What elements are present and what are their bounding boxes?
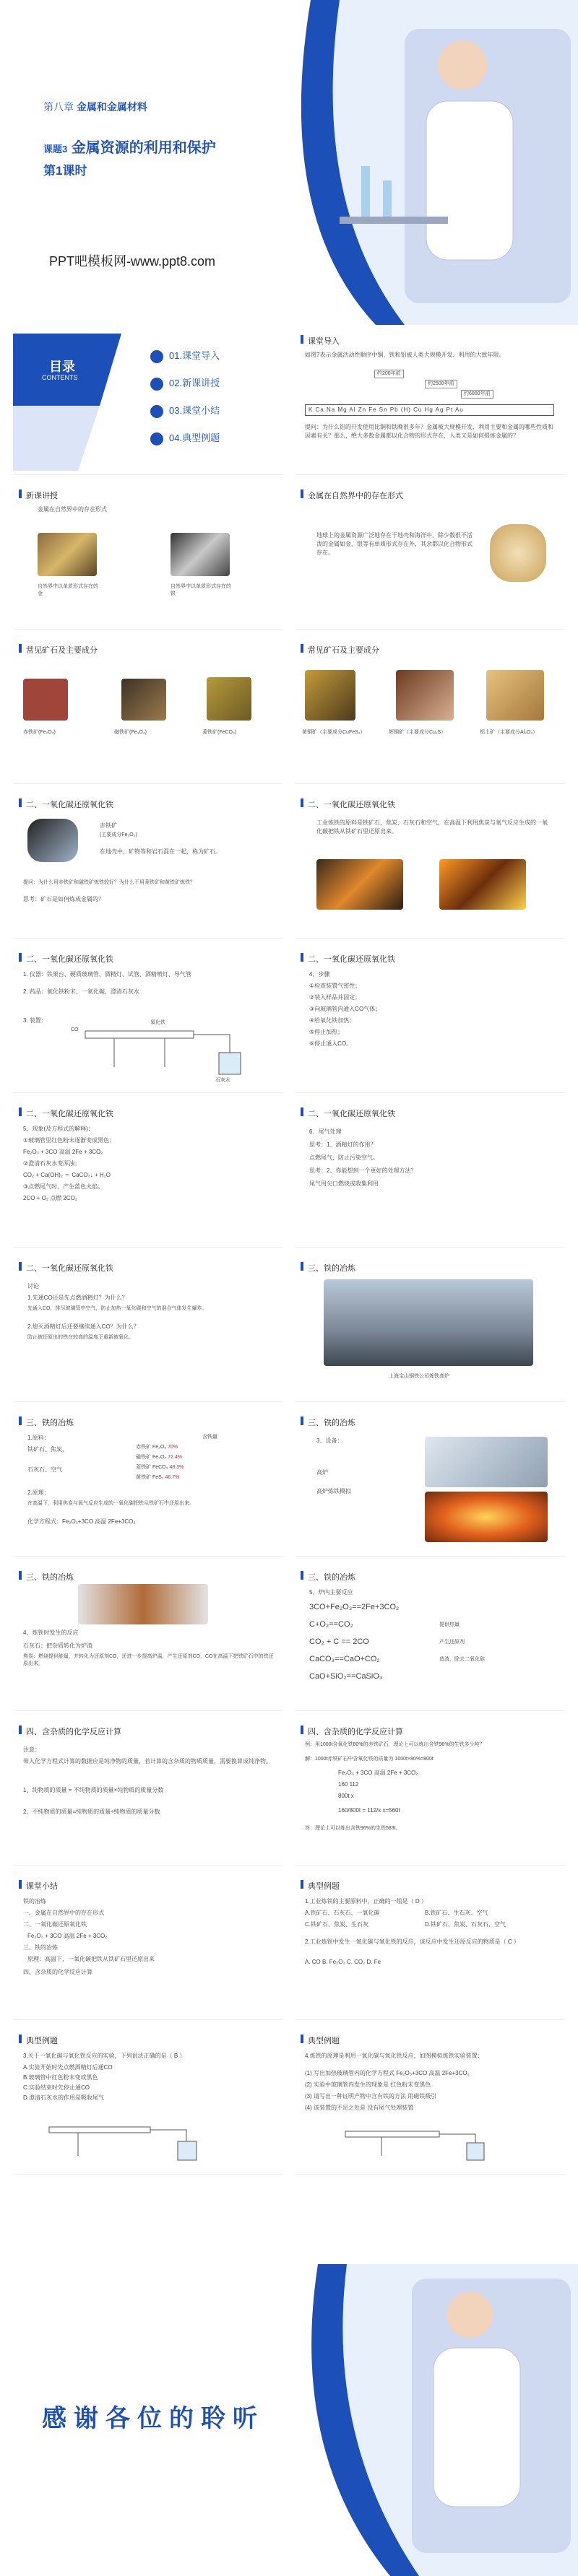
equation: 160/800t = 112/x x=560t bbox=[338, 1807, 400, 1814]
text-line: 先通入CO，排尽玻璃管中空气，防止加热一氧化碳和空气的混合气体发生爆炸。 bbox=[27, 1306, 207, 1311]
example-slide-2 bbox=[13, 2026, 283, 2175]
blast-furnace-image bbox=[324, 1279, 533, 1366]
text-line: 一、金属在自然界中的存在形式 bbox=[23, 1910, 104, 1916]
existence-slide bbox=[295, 481, 565, 630]
table-cell: FeCO₃ bbox=[152, 1465, 168, 1470]
text-line: 800t x bbox=[338, 1793, 354, 1799]
step-line: ②装入样品并固定； bbox=[309, 994, 361, 1001]
text-line: 5、炉内主要反应 bbox=[309, 1589, 353, 1596]
magnetite-image bbox=[121, 679, 166, 721]
table-cell: 黄铁矿 bbox=[136, 1475, 151, 1480]
exp-line: 2. 药品：氧化铁粉末、一氧化碳、澄清石灰水 bbox=[23, 988, 139, 995]
bauxite-image bbox=[486, 670, 544, 721]
calc-slide-1 bbox=[13, 1717, 283, 1866]
exp-line: 1. 仪器：铁架台、硬质玻璃管、酒精灯、试管、酒精喷灯、导气管 bbox=[23, 971, 191, 978]
text-line: 3、设备： bbox=[316, 1437, 343, 1444]
slide-title: 三、铁的冶炼 bbox=[308, 1264, 355, 1273]
equation: Fe₂O₃ + 3CO 高温 2Fe + 3CO₂ bbox=[338, 1770, 418, 1776]
bullet-icon bbox=[150, 405, 163, 418]
ore-sub: (主要成分Fe₂O₃) bbox=[100, 832, 137, 837]
text-line: 二、一氧化碳还原氧化铁 bbox=[23, 1921, 87, 1928]
table-cell: 赤铁矿 bbox=[136, 1445, 151, 1450]
caption: 自然界中以单质形式存在的金 bbox=[38, 584, 98, 596]
step-line: ①检查装置气密性； bbox=[309, 983, 361, 989]
slide-title: 典型例题 bbox=[308, 1882, 340, 1891]
lesson-title: 金属资源的利用和保护 bbox=[71, 140, 216, 156]
table-cell: Fe₂O₃ bbox=[152, 1445, 167, 1450]
diagram-label: CO bbox=[71, 1027, 79, 1032]
text-line: 三、铁的冶炼 bbox=[23, 1944, 58, 1951]
phenomenon-line: ③点燃尾气时，产生蓝色火焰。 bbox=[23, 1183, 104, 1190]
title-bar bbox=[301, 335, 303, 344]
furnace-image bbox=[316, 859, 403, 910]
slide-title: 二、一氧化碳还原氧化铁 bbox=[308, 1110, 395, 1118]
question: 2.工业炼铁中发生一氧化碳与氧化铁的反应，该反应中发生还原反应的物质是（ C ） bbox=[305, 1938, 519, 1945]
question: (2) 实验中玻璃管内发生的现象是 红色粉末变黑色 bbox=[305, 2081, 431, 2088]
iron-slide-3 bbox=[295, 1408, 565, 1557]
text-line: 思考：1、酒精灯的作用？ bbox=[309, 1141, 376, 1148]
co-think: 思考：矿石是如何炼成金属的？ bbox=[23, 896, 104, 902]
bullet-icon bbox=[150, 350, 163, 363]
thanks-text: 感谢各位的聆听 bbox=[42, 2405, 264, 2432]
year-label: 约2500年前 bbox=[425, 380, 457, 388]
text-line: 1.原料： bbox=[27, 1435, 50, 1441]
text-line: 石灰石、空气 bbox=[27, 1466, 62, 1473]
lesson-line bbox=[43, 136, 216, 157]
co-slide-2 bbox=[295, 790, 565, 939]
co2-text: 工业炼铁的原料是铁矿石、焦炭、石灰石和空气，在高温下利用焦炭与氧气反应生成的一氧化碳把铁从铁矿石里还原出来。 bbox=[316, 819, 548, 835]
table-cell: 菱铁矿 bbox=[136, 1465, 151, 1470]
option: A.铁矿石、石灰石、一氧化碳 bbox=[305, 1910, 380, 1916]
equation: Fe₂O₃ + 3CO 高温 2Fe + 3CO₂ bbox=[23, 1149, 103, 1155]
question: (4) 该装置的不足之处是 没有尾气处理装置 bbox=[305, 2105, 414, 2111]
text-line: 带入化学方程式计算的数据应是纯净物的质量，若计算的含杂质的物质质量，需要换算成纯净物。 bbox=[23, 1758, 272, 1765]
slide-title: 二、一氧化碳还原氧化铁 bbox=[26, 801, 113, 809]
equation: C+O₂==CO₂ bbox=[309, 1620, 353, 1629]
experiment-slide-2 bbox=[295, 944, 565, 1093]
text-line: 注意： bbox=[23, 1746, 40, 1753]
text-line: 2、不纯物质的质量=纯物质的质量÷纯物质的质量分数 bbox=[23, 1809, 160, 1815]
toc-slide bbox=[13, 326, 283, 475]
text-line: 解：1000t赤铁矿石中含氧化铁的质量为 1000t×80%=800t bbox=[305, 1757, 434, 1762]
lab-apparatus-image bbox=[425, 1437, 548, 1487]
step-line: ⑤停止加热； bbox=[309, 1029, 344, 1035]
text-line: 在高温下，利用焦炭与氧气反应生成的一氧化碳把铁从铁矿石中还原出来。 bbox=[27, 1501, 194, 1506]
text-line: 1.先通CO还是先点燃酒精灯？为什么？ bbox=[27, 1294, 128, 1301]
equation: CaO+SiO₂==CaSiO₃ bbox=[309, 1672, 383, 1681]
link-simulation[interactable]: 高炉炼铁模拟 bbox=[316, 1488, 351, 1494]
molten-iron-image bbox=[439, 859, 526, 910]
equation: 化学方程式：Fe₂O₃+3CO 高温 2Fe+3CO₂ bbox=[27, 1518, 136, 1525]
text-line: 防止被还原出的铁在较高的温度下重新被氧化。 bbox=[27, 1335, 134, 1340]
table-header: 含铁量 bbox=[202, 1435, 217, 1440]
ore-label: 铝土矿（主要成分Al₂O₃） bbox=[480, 730, 538, 735]
ore-label: 辉铜矿（主要成分Cu₂S） bbox=[389, 730, 447, 735]
year-label: 约200年前 bbox=[374, 370, 404, 378]
example-slide-3 bbox=[295, 2026, 565, 2175]
ore-label: 菱铁矿(FeCO₃) bbox=[202, 730, 237, 735]
ore-label: 磁铁矿(Fe₃O₄) bbox=[114, 730, 147, 735]
toc-subtitle: CONTENTS bbox=[42, 374, 78, 381]
slide-title: 三、铁的冶炼 bbox=[26, 1419, 74, 1427]
equation: CO₂ + Ca(OH)₂ ＝ CaCO₃↓ + H₂O bbox=[23, 1172, 111, 1178]
note: 造渣，除去二氧化硅 bbox=[439, 1657, 485, 1662]
option: B.铁矿石、生石灰、空气 bbox=[425, 1910, 488, 1916]
question: 3.关于一氧化碳与氧化铁反应的实验，下列说法正确的是（ B ） bbox=[23, 2053, 186, 2059]
co-question: 提问：为什么用赤铁矿和磁铁矿炼铁较好？为什么不用菱铁矿和黄铁矿炼铁？ bbox=[23, 880, 195, 885]
equation: 3CO+Fe₂O₃==2Fe+3CO₂ bbox=[309, 1603, 400, 1611]
slide-title: 二、一氧化碳还原氧化铁 bbox=[308, 801, 395, 809]
text-line: 例：用1000t含氧化铁80%的赤铁矿石，理论上可以炼出含铁96%的生铁多少吨？ bbox=[305, 1742, 485, 1747]
step-line: ④给氧化铁加热； bbox=[309, 1017, 355, 1024]
chapter-line bbox=[43, 100, 147, 114]
slide-title: 三、铁的冶炼 bbox=[308, 1573, 355, 1582]
table-cell: 72.4% bbox=[168, 1455, 183, 1460]
step-line: ⑥停止通入CO。 bbox=[309, 1040, 353, 1047]
silver-nugget-image bbox=[171, 533, 230, 576]
text-line: 铁矿石、焦炭、 bbox=[27, 1446, 68, 1453]
question: (1) 写出加热玻璃管内的化学方程式 Fe₂O₃+3CO 高温 2Fe+3CO₂ bbox=[305, 2070, 470, 2076]
text-line: 4、炼铁时发生的反应 bbox=[23, 1629, 79, 1636]
text-line: 2.原理： bbox=[27, 1489, 50, 1496]
chapter-title: 金属和金属材料 bbox=[76, 101, 147, 113]
slide-title: 二、一氧化碳还原氧化铁 bbox=[26, 1110, 113, 1118]
slide-title: 四、含杂质的化学反应计算 bbox=[308, 1728, 403, 1736]
experiment-slide-5 bbox=[13, 1253, 283, 1402]
new-lesson-slide bbox=[13, 481, 283, 630]
note: 产生还原剂 bbox=[439, 1640, 465, 1645]
option: C.铁矿石、焦炭、生石灰 bbox=[305, 1921, 368, 1928]
lesson-label: 课题3 bbox=[43, 144, 68, 155]
slide-title: 课堂小结 bbox=[26, 1882, 58, 1891]
text-line: 答：理论上可以炼出含铁96%的生铁583t。 bbox=[305, 1826, 401, 1831]
text-line: 1、纯物质的质量 = 不纯物质的质量×纯物质的质量分数 bbox=[23, 1787, 164, 1793]
example-slide-1 bbox=[295, 1871, 565, 2020]
table-cell: 46.7% bbox=[165, 1475, 180, 1480]
slide-title: 三、铁的冶炼 bbox=[308, 1419, 355, 1427]
toc-item-4[interactable]: 04.典型例题 bbox=[150, 430, 220, 445]
equation: 2CO + O₂ 点燃 2CO₂ bbox=[23, 1195, 77, 1201]
text-line: 高炉 bbox=[316, 1469, 328, 1476]
cover-slide bbox=[0, 0, 578, 325]
ore-label: 赤铁矿(Fe₂O₃) bbox=[23, 730, 56, 735]
year-label: 约6000年前 bbox=[461, 390, 493, 399]
slide-title: 典型例题 bbox=[308, 2037, 340, 2045]
intro-text: 如图7表示金属活动性顺序中铜、铁和铝被人类大规模开发、利用的大致年限。 bbox=[305, 352, 505, 358]
table-cell: FeS₂ bbox=[152, 1475, 164, 1480]
caption: 上海宝山钢铁公司炼铁高炉 bbox=[389, 1374, 449, 1379]
calc-slide-2 bbox=[295, 1717, 565, 1866]
iron-slide-5 bbox=[295, 1562, 565, 1711]
option: A. CO B. Fe₂O₃ C. CO₂ D. Fe bbox=[305, 1959, 381, 1965]
slide-title: 课堂导入 bbox=[308, 337, 340, 346]
slide-title: 四、含杂质的化学反应计算 bbox=[26, 1728, 121, 1736]
experiment-slide-1 bbox=[13, 944, 283, 1093]
slide-title: 新课讲授 bbox=[26, 492, 58, 500]
bullet-icon bbox=[150, 378, 163, 391]
option: C.实验结束时先停止通CO bbox=[23, 2084, 90, 2091]
period: 第1课时 bbox=[43, 164, 87, 178]
question: 4.炼铁的原理是利用一氧化碳与氧化铁反应，如图模拟炼铁实验装置： bbox=[305, 2053, 483, 2059]
text-line: 2.熄灭酒精灯后还要继续通入CO？为什么？ bbox=[27, 1323, 139, 1330]
table-cell: 48.3% bbox=[169, 1465, 184, 1470]
toc-item-3[interactable]: 03.课堂小结 bbox=[150, 403, 220, 418]
ore-label: 黄铜矿（主要成分CuFeS₂） bbox=[302, 730, 366, 735]
slide-title: 二、一氧化碳还原氧化铁 bbox=[26, 955, 113, 964]
slide-title: 三、铁的冶炼 bbox=[26, 1573, 74, 1582]
text-line: 铁的冶炼 bbox=[23, 1898, 46, 1905]
furnace-section-image bbox=[78, 1584, 208, 1624]
toc-item-1[interactable]: 01.课堂导入 bbox=[150, 348, 220, 363]
equation: CaCO₃==CaO+CO₂ bbox=[309, 1655, 380, 1663]
hematite-image bbox=[23, 679, 68, 721]
chalcopyrite-image bbox=[305, 670, 355, 721]
intro-slide bbox=[295, 326, 565, 475]
site-watermark: PPT吧模板网-www.ppt8.com bbox=[49, 254, 216, 269]
slide-title: 二、一氧化碳还原氧化铁 bbox=[26, 1264, 113, 1273]
phenomenon-line: ②澄清石灰水变浑浊； bbox=[23, 1160, 81, 1167]
phenomenon-line: 5、现象(及方程式的解释)： bbox=[23, 1126, 94, 1132]
slide-title: 二、一氧化碳还原氧化铁 bbox=[308, 955, 395, 964]
question: 1.工业炼铁的主要原料中，正确的一组是（ D ） bbox=[305, 1898, 427, 1905]
table-cell: Fe₃O₄ bbox=[152, 1455, 167, 1460]
toc-item-2[interactable]: 02.新课讲授 bbox=[150, 375, 220, 391]
step-line: 4、步骤 bbox=[309, 971, 330, 978]
step-line: ③向玻璃管内通入CO气体； bbox=[309, 1006, 381, 1012]
slide-subtitle: 金属在自然界中的存在形式 bbox=[38, 506, 107, 513]
note: 提供热量 bbox=[439, 1622, 460, 1627]
option: D.澄清石灰水的作用是吸收尾气 bbox=[23, 2094, 104, 2101]
phenomenon-line: ①玻璃管里红色粉末逐渐变成黑色； bbox=[23, 1137, 116, 1144]
diagram-label: 氧化铁 bbox=[150, 1020, 165, 1025]
iron-slide-2 bbox=[13, 1408, 283, 1557]
iron-slide-4 bbox=[13, 1562, 283, 1711]
intro-question: 提问：为什么铝的开发使用比铜和铁晚很多年？金属被大规模开发、利用主要和金属的哪些性质和因素有关？那么，绝大多数金属都以化合物的形式存在，人类又是如何提炼金属的？ bbox=[305, 424, 553, 439]
activity-series: K Ca Na Mg Al Zn Fe Sn Pb (H) Cu Hg Ag Pt Au bbox=[305, 404, 554, 416]
chalcocite-image bbox=[396, 670, 454, 721]
slide-title: 典型例题 bbox=[26, 2037, 58, 2045]
experiment-slide-3 bbox=[13, 1099, 283, 1248]
text-line: 焦炭：燃烧提供能量，并转化为还原剂CO，还进一步提高炉温，产生还原剂CO，CO在高温下把铁矿石中的铁还原出来。 bbox=[23, 1654, 274, 1666]
slide-title: 金属在自然界中的存在形式 bbox=[308, 492, 403, 500]
bullet-icon bbox=[150, 432, 163, 445]
furnace-diagram-image bbox=[425, 1492, 548, 1542]
iron-slide-1 bbox=[295, 1253, 565, 1402]
co-text: 在地壳中，矿物等和岩石混在一起，称为矿石。 bbox=[100, 848, 221, 855]
option: D.铁矿石、焦炭、石灰石、空气 bbox=[425, 1921, 506, 1928]
slide-title: 常见矿石及主要成分 bbox=[26, 646, 98, 655]
text-line: 尾气用尖口燃烧或收集利用 bbox=[309, 1180, 379, 1187]
experiment-slide-4 bbox=[295, 1099, 565, 1248]
hematite-crystal-image bbox=[27, 819, 78, 862]
text-line: 6、尾气处理 bbox=[309, 1128, 342, 1135]
option: B.玻璃管中红色粉末变成黑色 bbox=[23, 2074, 98, 2081]
ending-slide bbox=[0, 2264, 578, 2576]
ore-name: 赤铁矿 bbox=[100, 822, 117, 829]
text-line: 石灰石：把杂质转化为炉渣 bbox=[23, 1642, 92, 1649]
text-line: 讨论 bbox=[27, 1283, 39, 1289]
co-slide-1 bbox=[13, 790, 283, 939]
option: A.实验开始时先点燃酒精灯后通CO bbox=[23, 2064, 113, 2071]
apparatus-diagram bbox=[42, 2112, 259, 2163]
table-cell: 磁铁矿 bbox=[136, 1455, 151, 1460]
toc-title: 目录 bbox=[49, 360, 75, 374]
text-line: 原理：高温下，一氧化碳把铁从铁矿石里还原出来 bbox=[27, 1956, 155, 1962]
siderite-image bbox=[207, 677, 251, 721]
text-line: 四、含杂质的化学反应计算 bbox=[23, 1969, 92, 1975]
ore-slide-1 bbox=[13, 635, 283, 784]
ore-slide-2 bbox=[295, 635, 565, 784]
text-line: 160 112 bbox=[338, 1781, 359, 1788]
existence-text: 地球上的金属资源广泛地存在于地壳和海洋中，除少数很不活泼的金属如金、银等有单质形式存在外，其余都以化合物形式存在。 bbox=[316, 532, 473, 556]
equation: CO₂ + C == 2CO bbox=[309, 1637, 369, 1646]
summary-slide bbox=[13, 1871, 283, 2020]
table-cell: 70% bbox=[168, 1445, 178, 1450]
text-line: 点燃尾气，防止污染空气。 bbox=[309, 1154, 379, 1161]
gold-nugget-image bbox=[38, 533, 97, 576]
question: (3) 请写出一种证明产物中含有铁的方法 用磁铁吸引 bbox=[305, 2093, 437, 2099]
slide-title: 常见矿石及主要成分 bbox=[308, 646, 379, 655]
chapter-label: 第八章 bbox=[43, 101, 74, 113]
equation: Fe₂O₃ + 3CO 高温 2Fe + 3CO₂ bbox=[27, 1933, 108, 1939]
ore-image bbox=[490, 524, 546, 582]
diagram-label: 石灰水 bbox=[215, 1078, 230, 1083]
text-line: 思考：2、你能想到一个更好的处理方法？ bbox=[309, 1167, 417, 1174]
apparatus-diagram bbox=[338, 2120, 540, 2163]
exp-line: 3. 装置： bbox=[23, 1017, 47, 1024]
caption: 自然界中以单质形式存在的银 bbox=[171, 584, 231, 596]
